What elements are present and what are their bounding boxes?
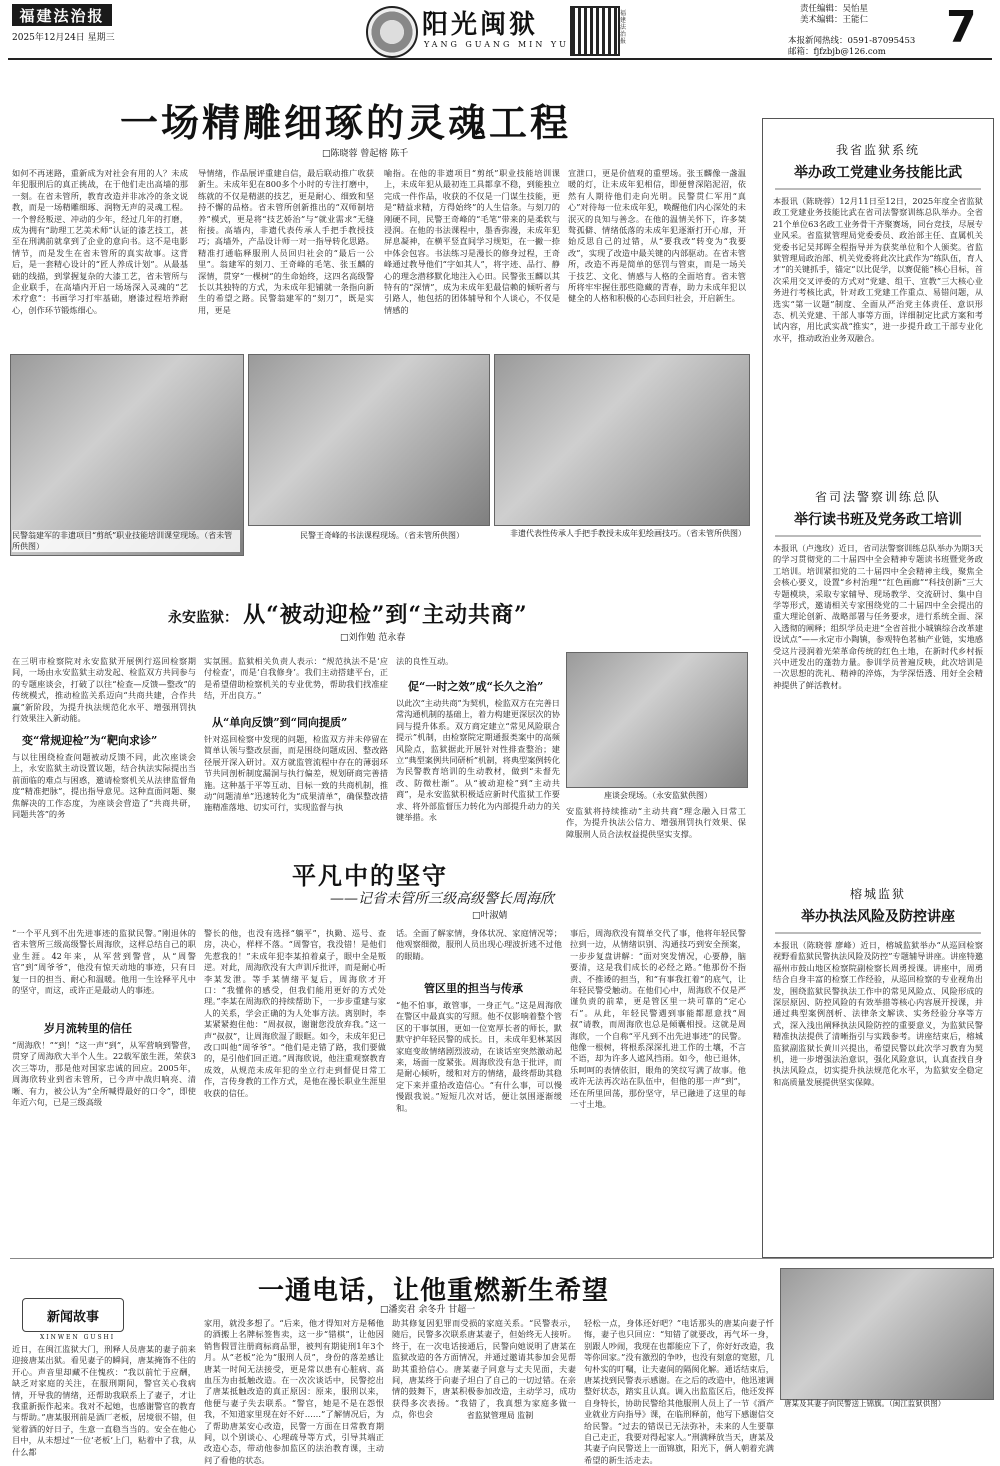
lead-column-2: 导情绪，作品展评重建自信，最后联动推广收获新生。未成年犯在800多个小时的专注打磨中，练就的不仅是精湛的技艺，更是耐心、细致和坚持不懈的品格。省未管所创新推出的“双师制培养”模式，更是将“技艺娇治”与“就业需求”无缝衔接。高墙内，非遗代表传承人手把手教授技巧；高墙外，产品设计师一对一指导转化思路。精准打通临释服刑人员回归社会的“最后一公里”。翁建军的刻刀、王奇峰的毛笔、张玉麟的深情，贯穿“一棵树”的生命始终，这四名高级警长以其独特的方式，为未成年犯铺就一条指向新生的希望之路。民警翁建军的“刻刀”，既是实用，更是 bbox=[198, 168, 374, 315]
yongan-column-1b: 与以往围绕检查问题被动反馈不同，此次座谈会上，永安监狱主动设置议题，结合执法实际提出当前面临的难点与困惑，邀请检察机关从法律监督角度“精准把脉”，提出指导意见。这种直面问题、聚焦解决的工作态度，为座谈会营造了“共商共研，同题共答”的务 bbox=[12, 752, 196, 820]
editor-credits bbox=[800, 4, 868, 26]
yongan-column-3b: 以此次“主动共商”为契机，检监双方在完善日常沟通机制的基础上，着力构建更深层次的协同与提升体系。双方商定建立“常见风险联合提示”机制，由检察院定期通报类案中的高频风险点，监狱据此开展针对性排查整治；建立“典型案例共同研析”机制，将典型案例转化为民警教育培训的生动教材，做到“未督先改、防微杜渐”。从“被动迎检”到“主动共商”，是永安监狱积极适应新时代监狱工作要求、将外部监督压力转化为内部提升动力的关键举措。永 bbox=[396, 698, 560, 823]
brief-divider bbox=[775, 932, 981, 934]
section-divider bbox=[10, 1258, 992, 1259]
feature-column-1: “一个平凡到不出先进事迹的监狱民警。”刚退休的省未管所三级高级警长周海欣，这样总结自己的职业生涯。42年来，从军营到警营，从“周警官”到“周爷爷”，他没有惊天动地的事迹，只有日复一日的担当、耐心和温暖。他用一生诠释平凡中的坚守，而这，或许正是最动人的事迹。 bbox=[12, 928, 196, 996]
yongan-column-1: 在三明市检察院对永安监狱开展例行巡回检察期间，一场由永安监狱主动发起、检监双方共同参与的专题座谈会，打破了以往“检查—反馈—整改”的传统模式，推动检监关系迈向“共商共建，合作共赢”新阶段，为提升执法规范化水平、增强刑罚执行效果注入新动能。 bbox=[12, 656, 196, 724]
news-story-logo-text: 新闻故事 bbox=[46, 1309, 99, 1325]
yongan-subhead-3: 促“一时之效”成“长久之治” bbox=[408, 680, 544, 693]
story-headline[interactable]: 一通电话，让他重燃新生希望 bbox=[258, 1276, 610, 1306]
section-title: 阳光闽狱 bbox=[422, 10, 539, 40]
story-column-4: 轻松一点，身体还好吧？”电话那头的唐某向妻子忏悔，妻子也只回应：“知错了就要改，再气坏一身，别跟人吵闹，我现在也都能应下了，你好好改造，我等你回家。”没有激烈的争吵，也没有刻意的宽慰，几句朴实的叮嘱，让夫妻间的隔阂化解。通话结束后，唐某找到民警表示感谢。在之后的改造中，他迅速调整好状态，踏实且认真。调入出监监区后，他还发挥自身特长，协助民警给其他服刑人员上了一节《酒产业就业方向指导》课，在临刑释前，他写下感谢信交给民警。“过去的错误已无法弥补，未来的人生要靠自己走正，我要对得起家人。”刑满释放当天，唐某及其妻子向民警送上一面锦旗，阳光下，俩人朝着充满希望的新生活走去。 bbox=[584, 1318, 774, 1465]
qr-caption: 福建法治报 bbox=[620, 10, 627, 45]
photo-papercut-class bbox=[10, 354, 244, 556]
feature-subheadline: ——记省未管所三级高级警长周海欣 bbox=[330, 891, 554, 907]
lead-column-4: 宣泄口，更是价值观的重塑场。张玉麟像一盏温暖的灯，让未成年犯相信，即便曾深陷泥沼，依然有人期待他们走向光明。民警贯仁军用“真心”对待每一位未成年犯，唤醒他们内心深处的未泯灭的良知与善念。在他的温情关怀下，许多桀骜孤僻、情绪低落的未成年犯逐渐打开心扉，开始反思自己的过错，从“要我改”转变为“我要改”，实现了改造中最关键的内部驱动。在省未管所，改造不再是简单的惩罚与管束，而是一场关于技艺、文化、情感与人格的全面培育。省未管所将牢牢握住那些隐藏的青春，助力未成年犯以健全的人格和积极的心态回归社会，开启新生。 bbox=[568, 168, 746, 304]
qr-code-icon[interactable] bbox=[570, 6, 620, 56]
editor-name: 责任编辑：吴怡星 bbox=[800, 4, 869, 14]
brief-3-text: 本报讯（陈晓蓉 廖峰）近日，榕城监狱举办“从巡回检察视野看监狱民警执法风险及防控”专题辅导讲座。讲座特邀福州市鼓山地区检察院副检察长周勇授课。讲座中，周勇结合自身丰富的检察工作经验，从巡回检察的专业视角出发，围绕监狱民警执法工作中的常见风险点、风险形成的深层原因、防控风险的有效举措等核心内容展开授课，并通过典型案例剖析、法律条文解读、实务经验分享等方式，深入浅出阐释执法风险防控的重要意义，为监狱民警精准执法提供了清晰指引与实践参考。讲座结束后，榕城监狱副监狱长黄川兴提出，希望民警以此次学习教育为契机，进一步增强法治意识，强化风险意识，认真查找自身执法风险点，切实提升执法规范化水平，为监狱安全稳定和高质量发展提供坚实保障。 bbox=[773, 940, 983, 1087]
yongan-subhead-2: 从“单向反馈”到“同向提质” bbox=[212, 716, 348, 729]
photo-caption: 民警王奇峰的书法课程现场。（省未管所供图） bbox=[300, 531, 464, 540]
issue-date: 2025年12月24日 星期三 bbox=[12, 33, 115, 43]
feature-column-3: 话。全面了解家情，身体状况、家庭情况等；他观察细微，服刑人员出现心理波折逃不过他的眼睛。 bbox=[396, 928, 562, 961]
email: 邮箱：fjfzbjb@126.com bbox=[788, 47, 886, 57]
brief-3-kicker: 榕城监狱 bbox=[849, 887, 906, 901]
brief-2-text: 本报讯（卢逸玫）近日，省司法警察训练总队举办为期3天的学习贯彻党的二十届四中全会精神专题读书班暨党务政工培训。培训紧扣党的二十届四中全会精神主线，聚焦全会核心要义，设置“乡村治理”“红色画廊”“科技创新”三大专题模块，采取专家辅导、现场教学、交流研讨、集中自学等形式，邀请相关专家围绕党的二十届四中全会提出的重大理论创新、战略部署与任务要求，进行系统全面、深入透彻的阐释；组织学员走进“全省首批小城镇综合改革建设试点”——永定市小陶镇，参观特色茗柚产业链，实地感受这片浸润着光荣革命传统的红色土地，在新时代乡村振兴中迸发出的蓬勃力量。参训学员普遍反映，此次培训是一次思想的洗礼、精神的淬炼，为学深悟透、用好全会精神提供了鲜活教材。 bbox=[773, 543, 983, 690]
yongan-column-2: 实氛围。监狱相关负责人表示：“规范执法不是‘应付检查’，而是‘自我修身’。我们主动搭建平台，正是希望借助检察机关的专业优势，帮助我们找准症结，开出良方。” bbox=[204, 656, 388, 701]
brief-3-title[interactable]: 举办执法风险及防控讲座 bbox=[801, 909, 955, 925]
photo-calligraphy-class bbox=[248, 354, 490, 526]
yongan-column-3: 法的良性互动。 bbox=[396, 656, 454, 666]
brief-1-title[interactable]: 举办政工党建业务技能比武 bbox=[794, 165, 962, 181]
lead-headline[interactable]: 一场精雕细琢的灵魂工程 bbox=[120, 100, 572, 145]
photo-caption: 座谈会现场。（永安监狱供图） bbox=[604, 791, 712, 800]
yongan-title: 从“被动迎检”到“主动共商” bbox=[243, 602, 528, 628]
photo-caption: 唐某及其妻子向民警送上锦旗。（闽江监狱供图） bbox=[784, 1399, 946, 1408]
footer-credit: 省监狱管理局 监制 bbox=[466, 1411, 534, 1420]
brief-1-kicker: 我省监狱系统 bbox=[835, 143, 920, 157]
lead-column-1: 如何不再迷路，重新成为对社会有用的人？未成年犯服刑后的真正挑战，在于他们走出高墙的那一刻。在省未管所，教育改造并非冰冷的条文说教，而是一场精雕细琢、润物无声的灵魂工程。一个曾经叛逆、冲动的少年，经过几年的打磨，成为拥有“助理工艺美术师”认证的漆艺技工，甚至在刑满前就拿到了企业的意向书。这不是电影情节，而是发生在省未管所的真实故事。这背后，是一套精心设计的“匠人养成计划”。从最基础的线描，到掌握复杂的大漆工艺，省未管所与企业联手，在高墙内开启一场场深入灵魂的“艺术疗愈”：书画学习打牢基础，磨漆过程培养耐心，创作环节锻炼细心。 bbox=[12, 168, 188, 315]
feature-column-4: 事后，周海欣没有简单交代了事，他将年轻民警拉到一边，从情绪识别、沟通技巧到安全预案，一步步复盘讲解：“面对突发情况，心要静，脑要清，这是我们成长的必经之路。”他那份不指责、不推诿的担当，和“有事我扛着”的底气，让年轻民警受触动。在他们心中，周海欣不仅是严谨负责的前辈，更是管区里一块可靠的“定心石”。从此，年轻民警遇到事能都愿意找“周叔”请教，而周海欣也总是倾囊相授。这就是周海欣，一个自称“平凡到不出先进事迹”的民警。他像一根树，将根系深深扎进工作的土壤，不言不语，却为许多人遮风挡雨。如今，他已退休，乐呵呵的表情依旧，眼角的笑纹写满了故事。他或许无法再次站在队伍中，但他的那一声“到”，还在所里回荡，那份坚守，早已融进了这里的每一寸土地。 bbox=[570, 928, 746, 1110]
page-number: 7 bbox=[946, 2, 977, 53]
feature-column-3b: “他不怕事，敢管事，一身正气。”这是周海欣在警区中最真实的写照。他不仅影响着整个管区的干事氛围，更如一位宽厚长者的师长，默默守护年轻民警的成长。日，未成年犯林某因家庭变故情绪剧烈波动，在谈话室突然激动起来，场面一度紧张。周海欣没有急于批评，而是耐心倾听，缓和对方的情绪，最终帮助其稳定下来并重拾改造信心。“有什么事，可以慢慢跟我说。”短短几次对话，便让氛围逐渐缓和。 bbox=[396, 1000, 562, 1113]
brief-2-kicker: 省司法警察训练总队 bbox=[814, 490, 941, 504]
art-editor-name: 美术编辑：王能仁 bbox=[800, 15, 869, 25]
photo-caption: 非遗代表性传承人手把手教授未成年犯绘画技巧。（省未管所供图） bbox=[510, 529, 746, 538]
brief-divider bbox=[775, 535, 981, 537]
feature-subhead-2: 管区里的担当与传承 bbox=[424, 982, 523, 995]
feature-subhead-1: 岁月流转里的信任 bbox=[44, 1022, 132, 1035]
photo-painting-class bbox=[494, 354, 750, 526]
yongan-headline[interactable] bbox=[168, 598, 528, 629]
lead-byline: □陈晓蓉 曾起榕 陈千 bbox=[322, 149, 409, 159]
photo-meeting bbox=[566, 652, 748, 788]
yongan-subhead-1: 变“常规迎检”为“靶向求诊” bbox=[22, 734, 158, 747]
news-story-logo-en: XINWEN GUSHI bbox=[40, 1334, 116, 1341]
photo-banner-presentation bbox=[780, 1268, 994, 1400]
yongan-column-2b: 针对巡回检察中发现的问题，检监双方并未停留在简单认领与整改层面，而是围绕问题成因、整改路径展开深入研讨。双方就监管流程中存在的薄弱环节共同剖析制度漏洞与执行偏差，规划研商完善措施。这种基于平等互动、目标一致的共商机制，推动“问题清单”迅速转化为“成果清单”，确保整改措施精准落地、切实可行，实现监督与执 bbox=[204, 734, 388, 813]
brief-1-text: 本报讯（陈晓蓉）12月11日至12日，2025年度全省监狱政工党建业务技能比武在省司法警察训练总队举办。全省21个单位63名政工业务骨干齐聚赛场，同台竞技，尽展专业风采。省监狱管理局党委委员、政治部主任、直属机关党委书记吴邦晖全程指导并为获奖单位和个人颁奖。省监狱管理局政治部、机关党委将此次比武作为“练队伍，育人才”的关键抓手，锚定“以比促学，以赛促能”核心目标，首次采用交叉评委的方式对“党建、组干、宣教”三大核心业务进行考核比武，针对政工党建工作重点、易错问题，从选实“第一议题”制度、全面从严治党主体责任、意识形态、机关党建、干部人事等方面，详细制定比武方案和考试内容，用比武实战“推实”，进一步提升政工干部专业化水平，推动政治业务双融合。 bbox=[773, 196, 983, 343]
yongan-column-4: 安监狱将持续推动“主动共商”理念融入日常工作，为提升执法公信力、增强刑罚执行效果、保障服刑人员合法权益提供坚实支撑。 bbox=[566, 806, 746, 839]
brief-divider bbox=[775, 188, 981, 190]
story-column-1: 近日，在闽江监狱大门，刑释人员唐某的妻子前来迎接唐某出狱。看见妻子的瞬间，唐某掩饰不住的开心。声音里却藏不住愧疚：“我以前忙于应酬，缺乏对家庭的关注，在服刑期间，警官关心我病情，开导我的情绪，还帮助我联系上了妻子，才让我重新振作起来。我对不起她，也感谢警官的教育与帮助。”唐某服刑前是酒厂老板，居境很不错，但觉着酒的好日子，生意一直稳当当的。安全在他心目中，从未想过“一位‘老板’上门，粘着中了我，从什么都 bbox=[12, 1344, 196, 1457]
feature-byline: □叶淑婧 bbox=[472, 911, 508, 921]
yongan-kicker: 永安监狱： bbox=[168, 610, 238, 626]
section-pinyin: YANG GUANG MIN YU bbox=[424, 40, 569, 49]
masthead-divider bbox=[8, 58, 992, 60]
photo-caption: 民警翁建军的非遗项目“剪纸”职业技能培训课堂现场。（省未管所供图） bbox=[12, 530, 240, 552]
yongan-byline: □刘作勉 范永春 bbox=[340, 633, 406, 643]
news-story-logo bbox=[22, 1298, 124, 1332]
story-byline: □潘奕君 余冬升 甘超一 bbox=[380, 1305, 476, 1315]
brief-2-title[interactable]: 举行读书班及党务政工培训 bbox=[794, 512, 962, 528]
story-column-3: 助其修复因犯罪而受损的家庭关系。“民警表示，随后，民警多次联系唐某妻子，但始终无人接听。终于，在一次电话接通后，民警向她说明了唐某在监狱改造的各方面情况，并通过邀请其参加会见帮助其重拾信心。唐某妻子同意与丈夫见面，夫妻间，唐某终于向妻子坦白了自己的一切过错。在亲情的鼓舞下，唐某积极参加改造，主动学习，成功获得多次表扬。“我错了，我真想为家庭多做一点，你也会 bbox=[392, 1318, 576, 1420]
feature-headline[interactable]: 平凡中的坚守 bbox=[292, 861, 448, 890]
story-column-2: 家用，就没多想了。“后来，他才得知对方是稀他的酒搬上名牌标签售卖，这一步“错棋”，让他因销售假冒注册商标商品罪，被判有期徒刑1年3个月。从“老板”沦为“服刑人员”，身份的落差感让唐某一时间无法接受，更是常以患有心脏病、高血压为由抵触改造。在一次次谈话中，民警挖出了唐某抵触改造的真正原因：原来，服刑以来，他便与妻子失去联系。“警官，她是不是在怨恨我，不知道家里现在好不好……”了解情况后，为了帮助唐某安心改造，民警一方面在日常教育期间，以个别谈心、心理疏导等方式，引导其端正改造心态，带动他参加监区的法治教育课，主动问了看他的状态。 bbox=[204, 1318, 384, 1465]
police-emblem-icon bbox=[366, 6, 418, 58]
lead-column-3: 喻指。在他的非遗项目“剪纸”职业技能培训课上，未成年犯从最初连工具都拿不稳，到能独立完成一件作品，收获的不仅是一门谋生技能，更是“精益求精，方得始终”的人生信条。与刻刀的刚硬不同，民警王奇峰的“毛笔”带来的是柔软与浸润。在他的书法课程中，墨香弥漫，未成年犯屏息凝神，在横平竖直间学习规矩，在一撇一捺中体会包容。书法练习是漫长的修身过程，王奇峰通过教导他们“字如其人”，将字迹、品行、静心的理念潜移默化地注入心田。民警张玉麟以其特有的“深情”，成为未成年犯最信赖的倾听者与引路人，他包括的团体辅导和个人谈心，不仅是情感的 bbox=[384, 168, 560, 315]
feature-column-1b: “周海欣！”“到！”这一声“到”，从军营响到警营，贯穿了周海欣大半个人生。22载军旅生涯，荣获3次三等功，那是他对国家忠诚的回应。2005年，周海欣转业到省未管所，已今声中战归响亮、清晰、有力，被公认为“全所喊得最好的口令”，即使年近六旬，已是三级高级 bbox=[12, 1040, 196, 1108]
contact-info bbox=[788, 36, 915, 58]
sidebar-briefs bbox=[762, 118, 994, 1258]
newspaper-brand-logo: 福建法治报 bbox=[12, 4, 112, 26]
hotline: 本报新闻热线：0591-87095453 bbox=[788, 36, 916, 46]
feature-column-2: 警长的他，也没有选择“躺平”，执勤、巡号、查房，决心，样样不落。“周警官，我没错！是他们先惹我的！”未成年犯李某拍着桌子，眼中全是叛逆。对此，周海欣没有大声训斥批评，而是耐心听李某发泄。等手某情绪平复后，周海欣才开口：“我懂你的感受，但我们能用更好的方式处理。”李某在周海欣的持续帮助下，一步步重建与家人的关系，学会正确的为人处事方法。离别时，李某紧紧抱住他：“周叔叔，谢谢您没放弃我。”这一声“叔叔”，让周海欣湿了眼眶。如今，未成年犯已改口叫他“周爷爷”。“他们是走错了路，我们要做的，是引他们回正道。”周海欣说，他注重观察教育成效，从规范未成年犯的坐立行走到督促日常工作，言传身教的工作方式，是他在漫长职业生涯里收获的信任。 bbox=[204, 928, 386, 1098]
